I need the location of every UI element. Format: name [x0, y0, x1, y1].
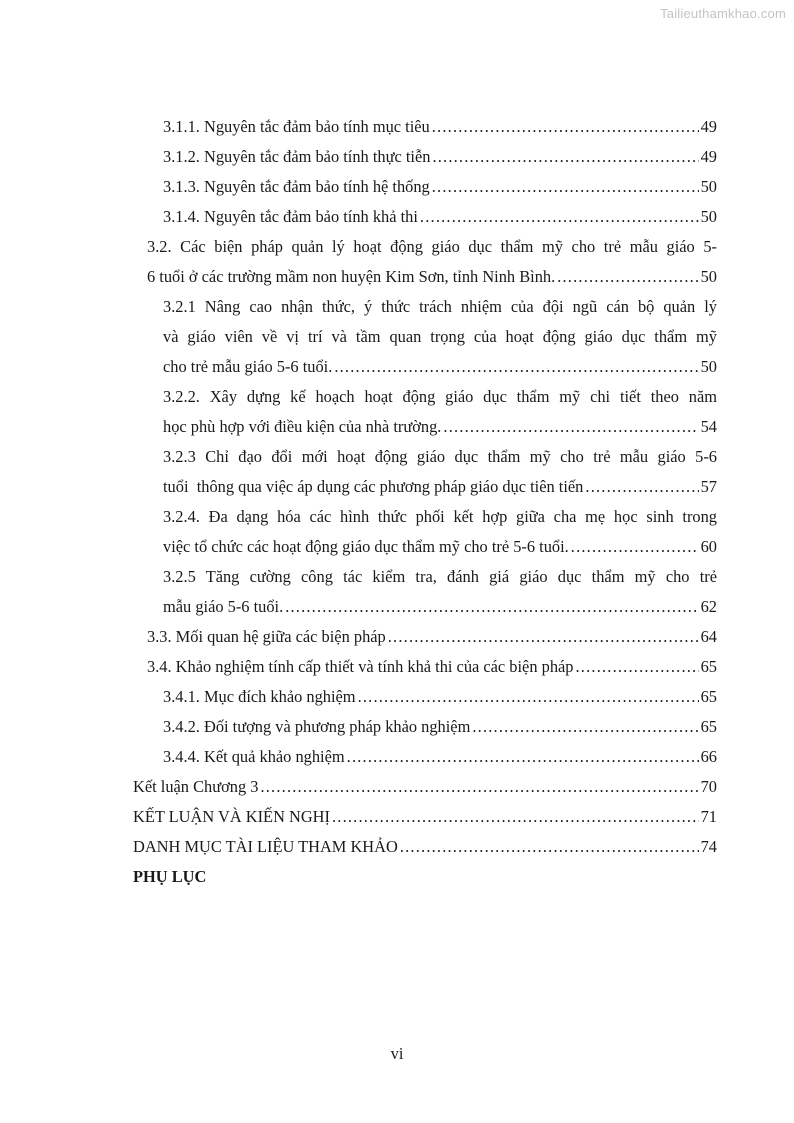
toc-entry[interactable] [163, 172, 717, 202]
toc-entry[interactable] [133, 832, 717, 862]
toc-entry-page: 71 [700, 807, 717, 826]
toc-entry-title: 3.3. Mối quan hệ giữa các biện pháp [147, 627, 386, 646]
toc-entry-title-line1: 3.2.4. Đa dạng hóa các hình thức phối kết hợp giữa cha mẹ học sinh trong [163, 507, 717, 526]
toc-entry-title-line2: 6 tuổi ở các trường mầm non huyện Kim Sơn, tỉnh Ninh Bình. [147, 267, 556, 286]
toc-entry-title-line1: 3.2. Các biện pháp quản lý hoạt động giáo dục thẩm mỹ cho trẻ mẫu giáo 5- [147, 237, 717, 256]
toc-entry-title: 3.4.4. Kết quả khảo nghiệm [163, 747, 345, 766]
toc-entry[interactable] [163, 292, 717, 382]
toc-entry-page: 65 [700, 717, 717, 736]
toc-entry-title-line1: 3.2.2. Xây dựng kế hoạch hoạt động giáo dục thẩm mỹ chi tiết theo năm [163, 387, 717, 406]
toc-entry[interactable] [133, 772, 717, 802]
toc-entry-page: 49 [700, 117, 717, 136]
toc-entry[interactable] [163, 712, 717, 742]
toc-entry[interactable] [163, 202, 717, 232]
toc-entry-title: 3.1.1. Nguyên tắc đảm bảo tính mục tiêu [163, 117, 430, 136]
toc-entry[interactable] [147, 622, 717, 652]
toc-entry-title-line2: mẫu giáo 5-6 tuổi. [163, 597, 284, 616]
toc-entry-page: 57 [700, 477, 717, 496]
toc-entry-title-line2: học phù hợp với điều kiện của nhà trường. [163, 417, 442, 436]
toc-entry-title-line1: 3.2.3 Chỉ đạo đổi mới hoạt động giáo dục thẩm mỹ cho trẻ mẫu giáo 5-6 [163, 447, 717, 466]
dot-leader [443, 412, 698, 442]
dot-leader [557, 262, 698, 292]
toc-entry[interactable] [147, 232, 717, 292]
toc-entry-title: DANH MỤC TÀI LIỆU THAM KHẢO [133, 837, 398, 856]
toc-entry-title-line2: và giáo viên về vị trí và tầm quan trọng của hoạt động giáo dục thẩm mỹ [163, 327, 717, 346]
toc-entry-page: 66 [700, 747, 717, 766]
toc-entry[interactable] [147, 652, 717, 682]
toc-entry-title: PHỤ LỤC [133, 867, 207, 886]
dot-leader [332, 802, 699, 832]
dot-leader [432, 172, 699, 202]
toc-entry-page: 60 [700, 537, 717, 556]
toc-entry[interactable] [133, 802, 717, 832]
dot-leader [400, 832, 699, 862]
toc-entry-page: 74 [700, 837, 717, 856]
dot-leader [472, 712, 698, 742]
toc-entry-title: 3.4.1. Mục đích khảo nghiệm [163, 687, 356, 706]
toc-entry[interactable] [163, 682, 717, 712]
toc-entry-title-line1: 3.2.5 Tăng cường công tác kiểm tra, đánh giá giáo dục thẩm mỹ cho trẻ [163, 567, 717, 586]
toc-entry-title-line1: 3.2.1 Nâng cao nhận thức, ý thức trách nhiệm của đội ngũ cán bộ quản lý [163, 297, 717, 316]
toc-entry-page: 54 [700, 417, 717, 436]
watermark: Tailieuthamkhao.com [660, 6, 786, 21]
dot-leader [432, 142, 698, 172]
toc-entry[interactable] [133, 862, 717, 892]
dot-leader [420, 202, 699, 232]
toc-entry-page: 70 [700, 777, 717, 796]
toc-entry-title: 3.4.2. Đối tượng và phương pháp khảo nghiệm [163, 717, 471, 736]
toc-entry-title: 3.1.4. Nguyên tắc đảm bảo tính khả thi [163, 207, 418, 226]
toc-entry-title: Kết luận Chương 3 [133, 777, 259, 796]
toc-entry-page: 50 [700, 357, 717, 376]
dot-leader [432, 112, 699, 142]
dot-leader [358, 682, 699, 712]
toc-entry-title: KẾT LUẬN VÀ KIẾN NGHỊ [133, 807, 330, 826]
dot-leader [585, 472, 698, 502]
toc-entry-title-line2: tuổi thông qua việc áp dụng các phương pháp giáo dục tiên tiến [163, 477, 584, 496]
toc-entry-page: 49 [700, 147, 717, 166]
toc-entry-page: 62 [700, 597, 717, 616]
toc-entry-title-line2: việc tổ chức các hoạt động giáo dục thẩm mỹ cho trẻ 5-6 tuổi. [163, 537, 569, 556]
dot-leader [571, 532, 699, 562]
toc-entry[interactable] [163, 742, 717, 772]
page-number: vi [390, 1044, 404, 1063]
toc-entry-page: 50 [700, 177, 717, 196]
toc-entry-page: 65 [700, 657, 717, 676]
toc-entry[interactable] [163, 562, 717, 622]
toc-entry-page: 64 [700, 627, 717, 646]
toc-entry-title: 3.1.3. Nguyên tắc đảm bảo tính hệ thống [163, 177, 430, 196]
dot-leader [285, 592, 698, 622]
toc-entry-page: 50 [700, 267, 717, 286]
toc-entry-page: 65 [700, 687, 717, 706]
toc-entry[interactable] [163, 142, 717, 172]
toc-entry[interactable] [163, 442, 717, 502]
dot-leader [388, 622, 699, 652]
toc-entry[interactable] [163, 112, 717, 142]
toc-entry-title: 3.1.2. Nguyên tắc đảm bảo tính thực tiễn [163, 147, 431, 166]
toc-entry-page: 50 [700, 207, 717, 226]
dot-leader [334, 352, 698, 382]
toc-entry[interactable] [163, 382, 717, 442]
toc-entry-title: 3.4. Khảo nghiệm tính cấp thiết và tính khả thi của các biện pháp [147, 657, 574, 676]
dot-leader [260, 772, 698, 802]
toc-entry-title-line3: cho trẻ mẫu giáo 5-6 tuổi. [163, 357, 333, 376]
toc-entry[interactable] [163, 502, 717, 562]
dot-leader [576, 652, 699, 682]
dot-leader [347, 742, 699, 772]
